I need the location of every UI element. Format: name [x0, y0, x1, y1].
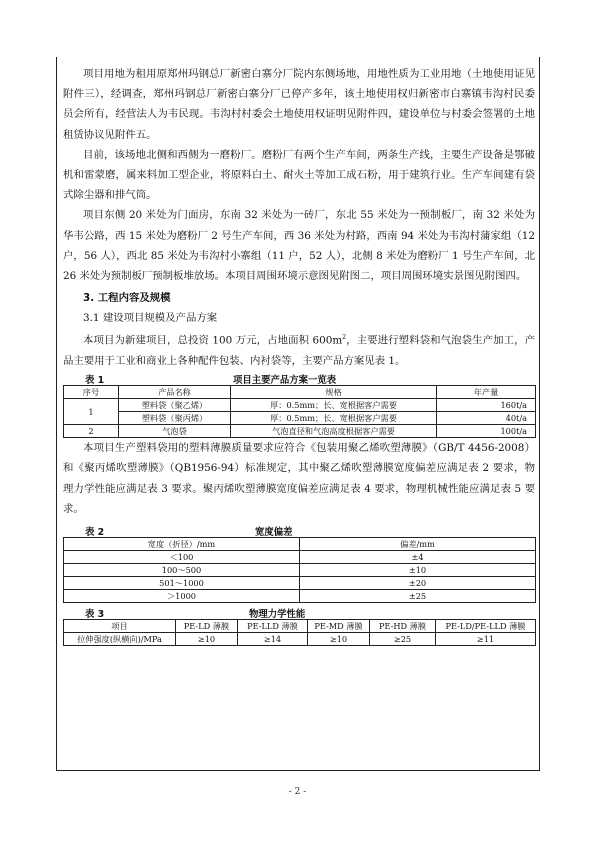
paragraph-current-status: 目前，该场地北侧和西侧为一磨粉厂。磨粉厂有两个生产车间，两条生产线，主要生产设备是鄂破机和雷蒙磨，属来料加工型企业，将原料白土、耐火土等加工成石粉，用于建筑行业。生产车间建有袋式除尘器和排气筒。: [63, 148, 535, 202]
table1-products: [63, 385, 536, 438]
table-row: [64, 550, 536, 563]
table-cell: 拉伸强度(纵横向)/MPa: [64, 632, 176, 645]
table-cell: ±10: [300, 563, 536, 576]
table-header-cell: PE-LLD 薄膜: [238, 619, 308, 632]
table-row: [64, 589, 536, 602]
table-header-cell: 规格: [231, 386, 437, 399]
table-header-cell: 年产量: [437, 386, 536, 399]
intro-text: 本项目为新建项目，总投资 100 万元，占地面积 600m: [83, 334, 343, 347]
table3-caption: [63, 605, 535, 619]
paragraph-standards: 本项目生产塑料袋用的塑料薄膜质量要求应符合《包装用聚乙烯吹塑薄膜》（GB/T 4456-2008）和《聚丙烯吹塑薄膜》（QB1956-94）标准规定，其中聚乙烯吹塑薄膜宽度偏差应满足表 2 要求，物理力学性能应满足表 3 要求。聚丙烯吹塑薄膜宽度偏差应满足表 4 要求，物理机械性能应满足表 5 要求。: [63, 442, 535, 515]
paragraph-land-use: 项目用地为租用原郑州玛钢总厂新密白寨分厂院内东侧场地，用地性质为工业用地（土地使用证见附件三），经调查，郑州玛钢总厂新密白寨分厂已停产多年，该土地使用权归新密市白寨镇韦沟村民委员会所有，经营法人为韦民现。韦沟村村委会土地使用权证明见附件四，建设单位与村委会签署的土地租赁协议见附件五。: [63, 68, 535, 141]
table-cell: ≥11: [436, 632, 536, 645]
table-cell: ±20: [300, 576, 536, 589]
table-header-cell: PE-LD/PE-LLD 薄膜: [436, 619, 536, 632]
table-row: [64, 632, 536, 645]
table-cell: 100～500: [64, 563, 300, 576]
table3-mechanical-properties: [63, 619, 536, 646]
table3-number: 表 3: [85, 608, 105, 620]
table-cell: 501～1000: [64, 576, 300, 589]
paragraph-surroundings: 项目东侧 20 米处为门面房，东南 32 米处为一砖厂，东北 55 米处为一预制板厂，南 32 米处为华韦公路，西 15 米处为磨粉厂 2 号生产车间，西 36 米处为村路，西南 94 米处为韦沟村蒲家组（12 户，56 人），西北 85 米处为韦沟村小寨组（11 户，52 人），北侧 8 米处为磨粉厂 1 号生产车间，北 26 米处为预制板厂预制板堆放场。本项目周围环境示意图见附图二，项目周围环境实景图见附图四。: [63, 209, 535, 283]
table-row: [64, 563, 536, 576]
table-cell: 气泡袋: [119, 425, 231, 438]
table-cell: ＞1000: [64, 589, 300, 602]
table-cell: 塑料袋（聚乙烯）: [119, 399, 231, 412]
table1-title: 项目主要产品方案一览表: [233, 375, 337, 387]
page-number: - 2 -: [288, 787, 307, 797]
document-content: [63, 64, 535, 646]
table-header-cell: PE-MD 薄膜: [308, 619, 370, 632]
intro-text-rest: ，主要进行塑料袋和气泡袋生产加工，产品主要用于工业和商业上各种配件包装、内衬袋等，主要产品方案见表 1。: [63, 334, 535, 367]
table-cell: ±25: [300, 589, 536, 602]
table2-caption: [63, 523, 535, 537]
table-cell: 气泡直径和气泡高度根据客户需要: [231, 425, 437, 438]
paragraph-project-intro: [63, 328, 535, 371]
table-header-cell: 项目: [64, 619, 176, 632]
table-cell: 100t/a: [437, 425, 536, 438]
table-row: [64, 399, 536, 412]
table-header-row: [64, 386, 536, 399]
table-row: [64, 425, 536, 438]
table1-caption: [63, 371, 535, 385]
table-cell: ≥10: [176, 632, 238, 645]
table-row: [64, 412, 536, 425]
area-unit-superscript: 2: [342, 334, 347, 342]
table-cell: 1: [64, 399, 119, 425]
table-header-cell: 序号: [64, 386, 119, 399]
table-cell: 2: [64, 425, 119, 438]
table-header-cell: 产品名称: [119, 386, 231, 399]
table-cell: 厚：0.5mm；长、宽根据客户需要: [231, 399, 437, 412]
sub-section-heading: 3.1 建设项目规模及产品方案: [83, 312, 218, 325]
table-cell: ≥10: [308, 632, 370, 645]
table-cell: 40t/a: [437, 412, 536, 425]
table2-width-deviation: [63, 537, 536, 603]
table-cell: ≥25: [370, 632, 436, 645]
table-cell: 160t/a: [437, 399, 536, 412]
table-header-cell: 偏差/mm: [300, 537, 536, 550]
table-cell: ≥14: [238, 632, 308, 645]
table-header-cell: 宽度（折径）/mm: [64, 537, 300, 550]
table-cell: 塑料袋（聚丙烯）: [119, 412, 231, 425]
table2-number: 表 2: [85, 526, 105, 538]
table-row: [64, 576, 536, 589]
table-cell: ±4: [300, 550, 536, 563]
table-cell: ＜100: [64, 550, 300, 563]
table-header-row: [64, 537, 536, 550]
section-heading: 3. 工程内容及规模: [83, 292, 171, 305]
table-cell: 厚：0.5mm；长、宽根据客户需要: [231, 412, 437, 425]
table-header-cell: PE-HD 薄膜: [370, 619, 436, 632]
table-header-row: [64, 619, 536, 632]
table-header-cell: PE-LD 薄膜: [176, 619, 238, 632]
table2-title: 宽度偏差: [255, 526, 293, 538]
table3-title: 物理力学性能: [249, 608, 306, 620]
table1-number: 表 1: [85, 375, 105, 387]
